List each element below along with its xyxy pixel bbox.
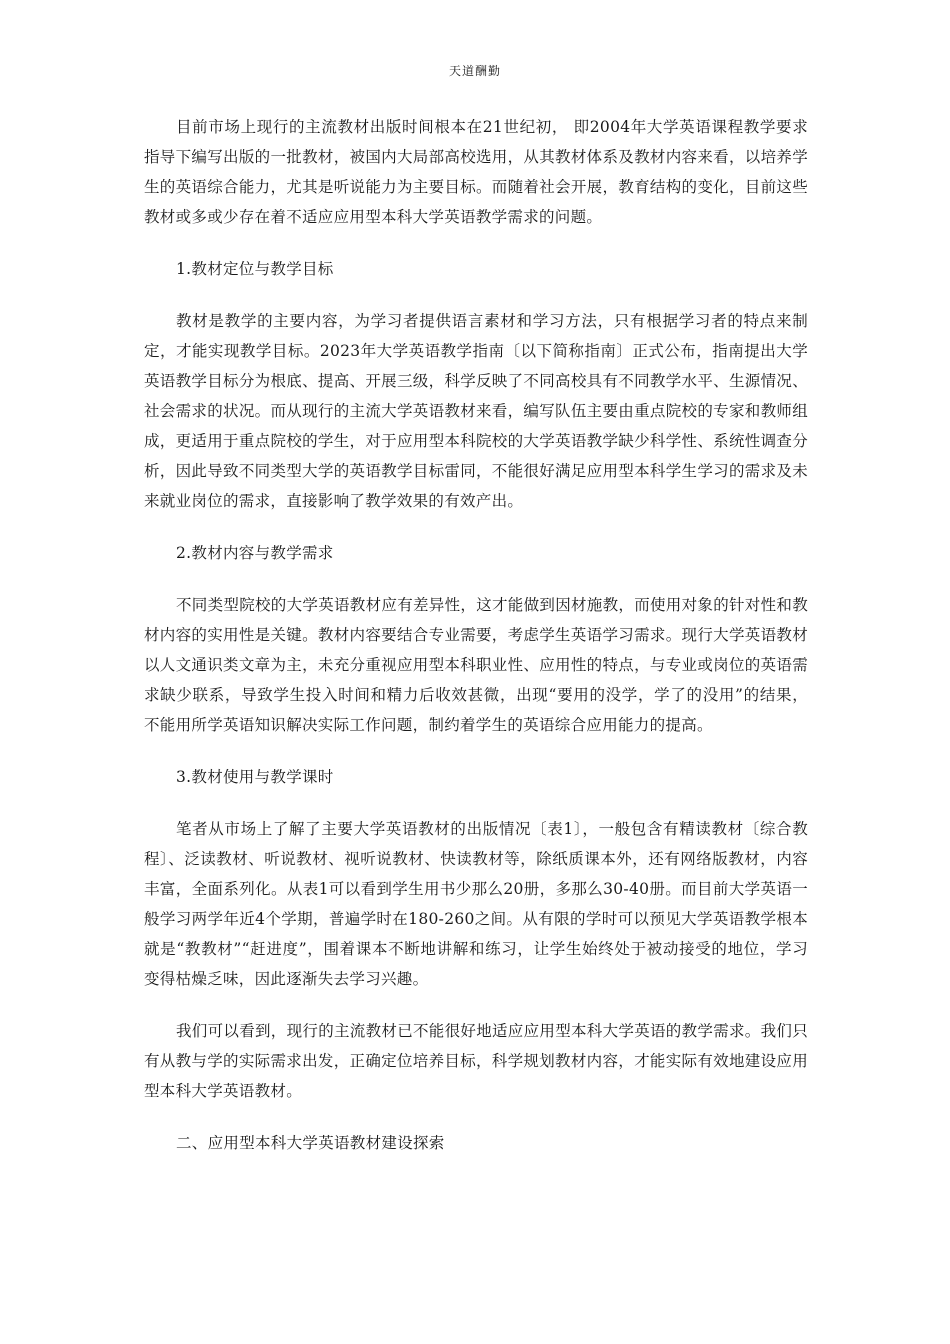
paragraph-textbook-positioning: 教材是教学的主要内容，为学习者提供语言素材和学习方法，只有根据学习者的特点来制定，才能实现教学目标。2023年大学英语教学指南〔以下简称指南〕正式公布，指南提出大学英语教学目标分为根底、提高、开展三级，科学反映了不同高校具有不同教学水平、生源情况、社会需求的状况。而从现行的主流大学英语教材来看，编写队伍主要由重点院校的专家和教师组成，更适用于重点院校的学生，对于应用型本科院校的大学英语教学缺少科学性、系统性调查分析，因此导致不同类型大学的英语教学目标雷同，不能很好满足应用型本科学生学习的需求及未来就业岗位的需求，直接影响了教学效果的有效产出。	[144, 312, 808, 510]
paragraph-intro: 目前市场上现行的主流教材出版时间根本在21世纪初， 即2004年大学英语课程教学要求指导下编写出版的一批教材，被国内大局部高校选用，从其教材体系及教材内容来看，以培养学生的英语综合能力，尤其是听说能力为主要目标。而随着社会开展，教育结构的变化，目前这些教材或多或少存在着不适应应用型本科大学英语教学需求的问题。	[144, 118, 808, 226]
section-heading-1: 1.教材定位与教学目标	[176, 260, 334, 278]
document-body	[144, 112, 808, 1180]
paragraph-conclusion: 我们可以看到，现行的主流教材已不能很好地适应应用型本科大学英语的教学需求。我们只有从教与学的实际需求出发，正确定位培养目标，科学规划教材内容，才能实际有效地建设应用型本科大学英语教材。	[144, 1022, 809, 1100]
paragraph-textbook-content: 不同类型院校的大学英语教材应有差异性，这才能做到因材施教，而使用对象的针对性和教材内容的实用性是关键。教材内容要结合专业需要，考虑学生英语学习需求。现行大学英语教材以人文通识类文章为主，未充分重视应用型本科职业性、应用性的特点，与专业或岗位的英语需求缺少联系，导致学生投入时间和精力后收效甚微，出现“要用的没学，学了的没用”的结果，不能用所学英语知识解决实际工作问题，制约着学生的英语综合应用能力的提高。	[144, 596, 809, 734]
section-heading-3: 3.教材使用与教学课时	[176, 768, 334, 786]
page-header: 天道酬勤	[448, 64, 501, 78]
section-heading-part-two: 二、应用型本科大学英语教材建设探索	[176, 1134, 445, 1152]
paragraph-textbook-usage: 笔者从市场上了解了主要大学英语教材的出版情况〔表1〕，一般包含有精读教材〔综合教程〕、泛读教材、听说教材、视听说教材、快读教材等，除纸质课本外，还有网络版教材，内容丰富，全面系列化。从表1可以看到学生用书少那么20册，多那么30-40册。而目前大学英语一般学习两学年近4个学期，普遍学时在180-260之间。从有限的学时可以预见大学英语教学根本就是“教教材”“赶进度”，围着课本不断地讲解和练习，让学生始终处于被动接受的地位，学习变得枯燥乏味，因此逐渐失去学习兴趣。	[144, 820, 808, 988]
section-heading-2: 2.教材内容与教学需求	[176, 544, 334, 562]
